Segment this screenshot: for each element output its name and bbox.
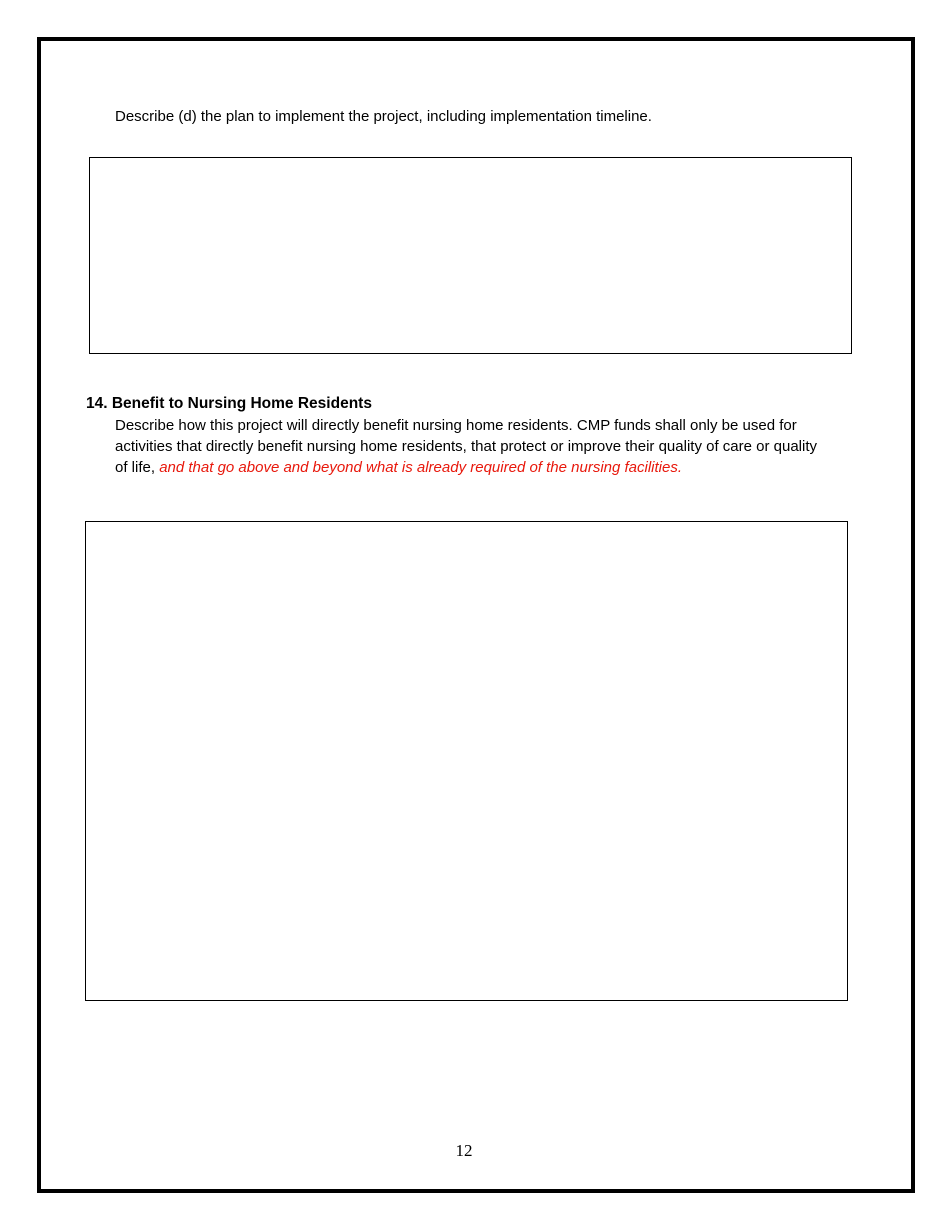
implementation-plan-answer-box[interactable]	[89, 157, 852, 354]
implementation-plan-prompt: Describe (d) the plan to implement the project, including implementation timeline.	[115, 108, 652, 125]
section-14-description-text: Describe how this project will directly benefit nursing home residents. CMP funds shall only be used for activities that directly benefit nursing home residents, that protect or improve their quality of care or quality of life,	[115, 417, 818, 476]
resident-benefit-answer-box[interactable]	[85, 521, 848, 1001]
section-14-heading: 14. Benefit to Nursing Home Residents	[86, 395, 372, 412]
section-14-description	[115, 415, 820, 478]
section-14-emphasis-text: and that go above and beyond what is already required of the nursing facilities.	[159, 459, 683, 476]
page-number: 12	[455, 1141, 473, 1160]
